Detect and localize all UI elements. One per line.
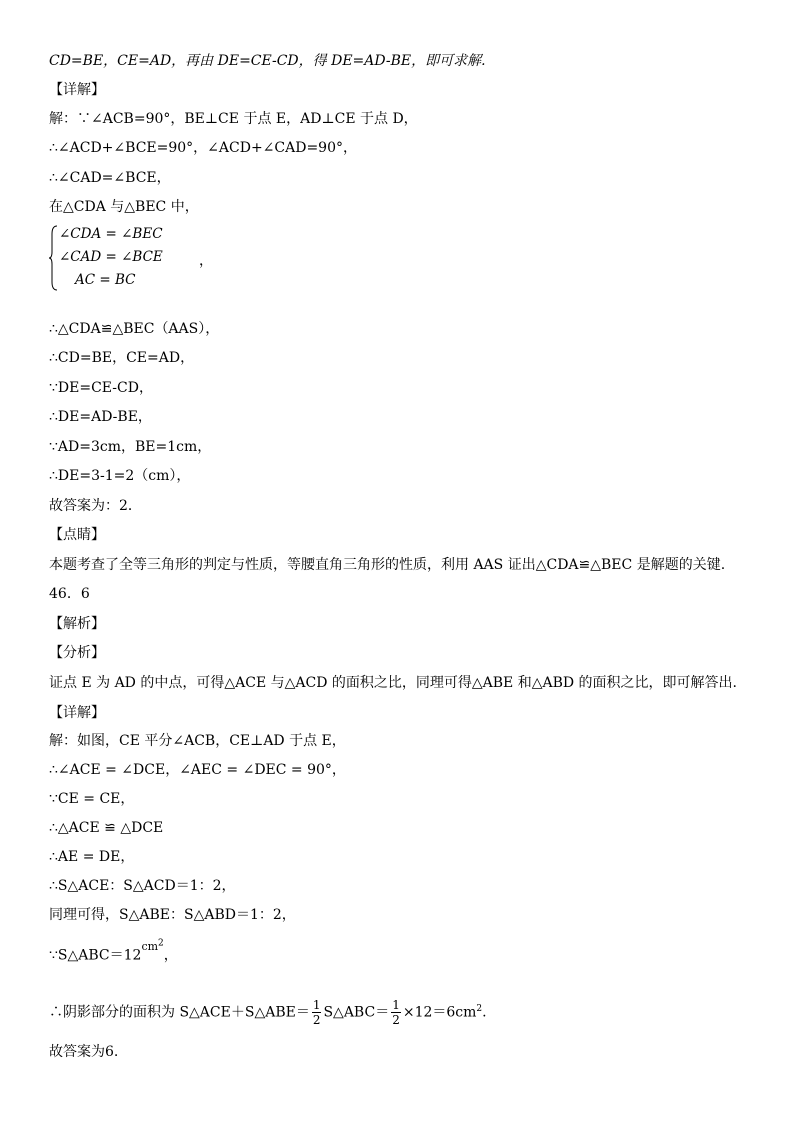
section-heading: 【详解】 bbox=[49, 705, 105, 721]
unit-exponent: 2 bbox=[476, 1004, 483, 1014]
text-line: 证点 E 为 AD 的中点，可得△ACE 与△ACD 的面积之比，同理可得△ABE 和△ABD 的面积之比，即可解答出. bbox=[49, 675, 738, 691]
equation-system bbox=[49, 224, 213, 292]
system-row: ∠CAD = ∠BCE bbox=[59, 249, 163, 265]
text-line: ∴AE = DE， bbox=[49, 849, 135, 865]
text-line bbox=[49, 994, 487, 1028]
fraction bbox=[391, 998, 401, 1027]
section-heading: 【详解】 bbox=[49, 82, 105, 98]
text-line: ∴△ACE ≌ △DCE bbox=[49, 820, 164, 836]
text-segment: ×12＝6 bbox=[402, 1004, 456, 1021]
text-line: 同理可得，S△ABE：S△ABD＝1：2， bbox=[49, 907, 296, 923]
text-line: 解：∵∠ACB=90°，BE⊥CE 于点 E，AD⊥CE 于点 D， bbox=[49, 111, 418, 127]
fraction-numerator: 1 bbox=[312, 998, 321, 1013]
text-line: ∵CE = CE， bbox=[49, 791, 135, 807]
text-line: ∴∠CAD=∠BCE， bbox=[49, 170, 171, 186]
text-line: ∴CD=BE，CE=AD， bbox=[49, 350, 195, 366]
text-line: ∴△CDA≌△BEC（AAS）， bbox=[49, 321, 220, 337]
text-line: ∴S△ACE：S△ACD＝1：2， bbox=[49, 878, 236, 894]
text-line: 故答案为：2． bbox=[49, 498, 142, 514]
text-line: 解：如图，CE 平分∠ACB，CE⊥AD 于点 E， bbox=[49, 733, 346, 749]
text-segment: S△ABC＝ bbox=[323, 1004, 390, 1021]
question-number: 46．6 bbox=[49, 586, 90, 602]
text-line: ∵DE=CE-CD， bbox=[49, 380, 153, 396]
text-line: 在△CDA 与△BEC 中， bbox=[49, 199, 199, 215]
unit-exponent: 2 bbox=[158, 938, 164, 948]
text-line: ∴∠ACE = ∠DCE，∠AEC = ∠DEC = 90°， bbox=[49, 762, 346, 778]
unit bbox=[141, 940, 163, 953]
text-segment: . bbox=[482, 1004, 487, 1021]
text-line: 本题考查了全等三角形的判定与性质，等腰直角三角形的性质，利用 AAS 证出△CDA≌△BEC 是解题的关键. bbox=[49, 557, 726, 573]
system-row: ∠CDA = ∠BEC bbox=[59, 226, 163, 242]
text-line: CD=BE，CE=AD，再由 DE=CE-CD，得 DE=AD-BE，即可求解. bbox=[49, 53, 486, 69]
section-heading: 【点睛】 bbox=[49, 527, 105, 543]
fraction-denominator: 2 bbox=[392, 1013, 400, 1028]
unit-label: cm bbox=[455, 1004, 477, 1021]
fraction-numerator: 1 bbox=[392, 998, 400, 1013]
text-line bbox=[49, 938, 178, 966]
text-line: ∴DE=3-1=2（cm）， bbox=[49, 468, 191, 484]
system-comma: ， bbox=[199, 253, 213, 269]
system-row: AC = BC bbox=[75, 272, 136, 288]
fraction bbox=[312, 998, 322, 1027]
text-line: ∵AD=3cm，BE=1cm， bbox=[49, 439, 212, 455]
text-line: ∴∠ACD+∠BCE=90°，∠ACD+∠CAD=90°， bbox=[49, 140, 357, 156]
text-line: ∴DE=AD-BE， bbox=[49, 409, 152, 425]
text-segment: ∴阴影部分的面积为 S△ACE＋S△ABE＝ bbox=[49, 1004, 310, 1021]
fraction-denominator: 2 bbox=[312, 1013, 321, 1028]
section-heading: 【解析】 bbox=[49, 616, 105, 632]
text-line: 故答案为6. bbox=[49, 1044, 119, 1060]
section-heading: 【分析】 bbox=[49, 645, 105, 661]
left-brace bbox=[49, 224, 59, 292]
text-segment: ∵S△ABC＝12 bbox=[49, 947, 142, 964]
unit-label: cm bbox=[141, 939, 159, 953]
text-segment: ， bbox=[163, 947, 178, 964]
